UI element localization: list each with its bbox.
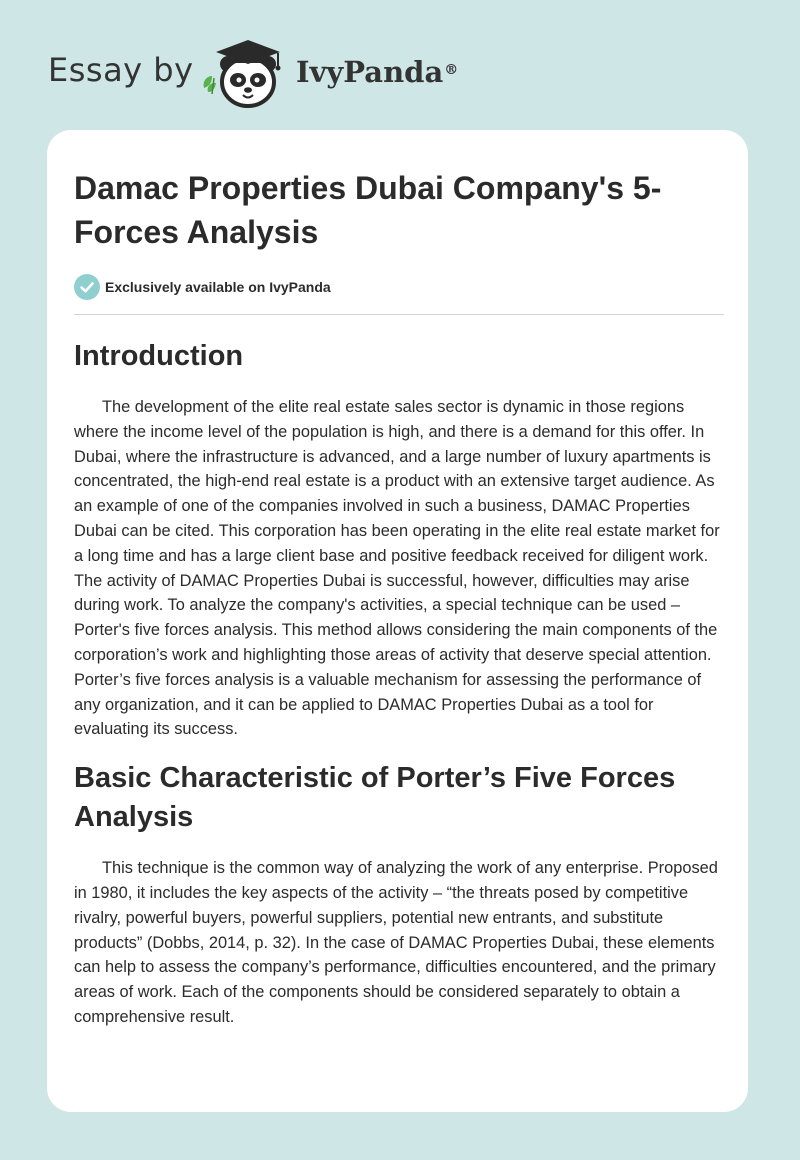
section-paragraph-introduction: The development of the elite real estate sales sector is dynamic in those regions where the income level of the population is high, and there is a demand for this offer. In Dubai, where the infrastructure is advanced, and a large number of luxury apartments is concentrated, the high-end real estate is a product with an extensive target audience. As an example of one of the companies involved in such a business, DAMAC Properties Dubai can be cited. This corporation has been operating in the elite real estate market for a long time and has a large client base and positive feedback received for diligent work. The activity of DAMAC Properties Dubai is successful, however, difficulties may arise during work. To analyze the company's activities, a special technique can be used – Porter's five forces analysis. This method allows considering the main components of the corporation’s work and highlighting those areas of activity that deserve special attention. Porter’s five forces analysis is a valuable mechanism for assessing the performance of any organization, and it can be applied to DAMAC Properties Dubai as a tool for evaluating its success. bbox=[74, 398, 720, 739]
essay-card bbox=[47, 130, 748, 1112]
brand-prefix: Essay by bbox=[48, 51, 194, 89]
section-heading-introduction: Introduction bbox=[74, 340, 244, 372]
essay-title: Damac Properties Dubai Company's 5-Forces Analysis bbox=[74, 170, 662, 250]
site-header bbox=[0, 0, 800, 130]
essay-content bbox=[74, 166, 724, 1030]
registered-mark: ® bbox=[444, 62, 459, 78]
brand-name[interactable] bbox=[296, 52, 458, 92]
exclusive-label: Exclusively available on IvyPanda bbox=[105, 279, 331, 295]
exclusive-badge bbox=[74, 274, 724, 300]
title-divider bbox=[74, 314, 724, 315]
check-circle-icon bbox=[74, 274, 100, 300]
section-heading-basic-characteristic: Basic Characteristic of Porter’s Five Forces Analysis bbox=[74, 762, 676, 834]
brand-name-text: IvyPanda bbox=[296, 55, 444, 89]
panda-graduate-icon[interactable] bbox=[200, 36, 292, 110]
section-paragraph-basic-characteristic: This technique is the common way of analyzing the work of any enterprise. Proposed in 1980, it includes the key aspects of the activity – “the threats posed by competitive rivalry, powerful buyers, powerful suppliers, potential new entrants, and substitute products” (Dobbs, 2014, p. 32). In the case of DAMAC Properties Dubai, these elements can help to assess the company’s performance, difficulties encountered, and the primary areas of work. Each of the components should be considered separately to obtain a comprehensive result. bbox=[74, 859, 718, 1026]
